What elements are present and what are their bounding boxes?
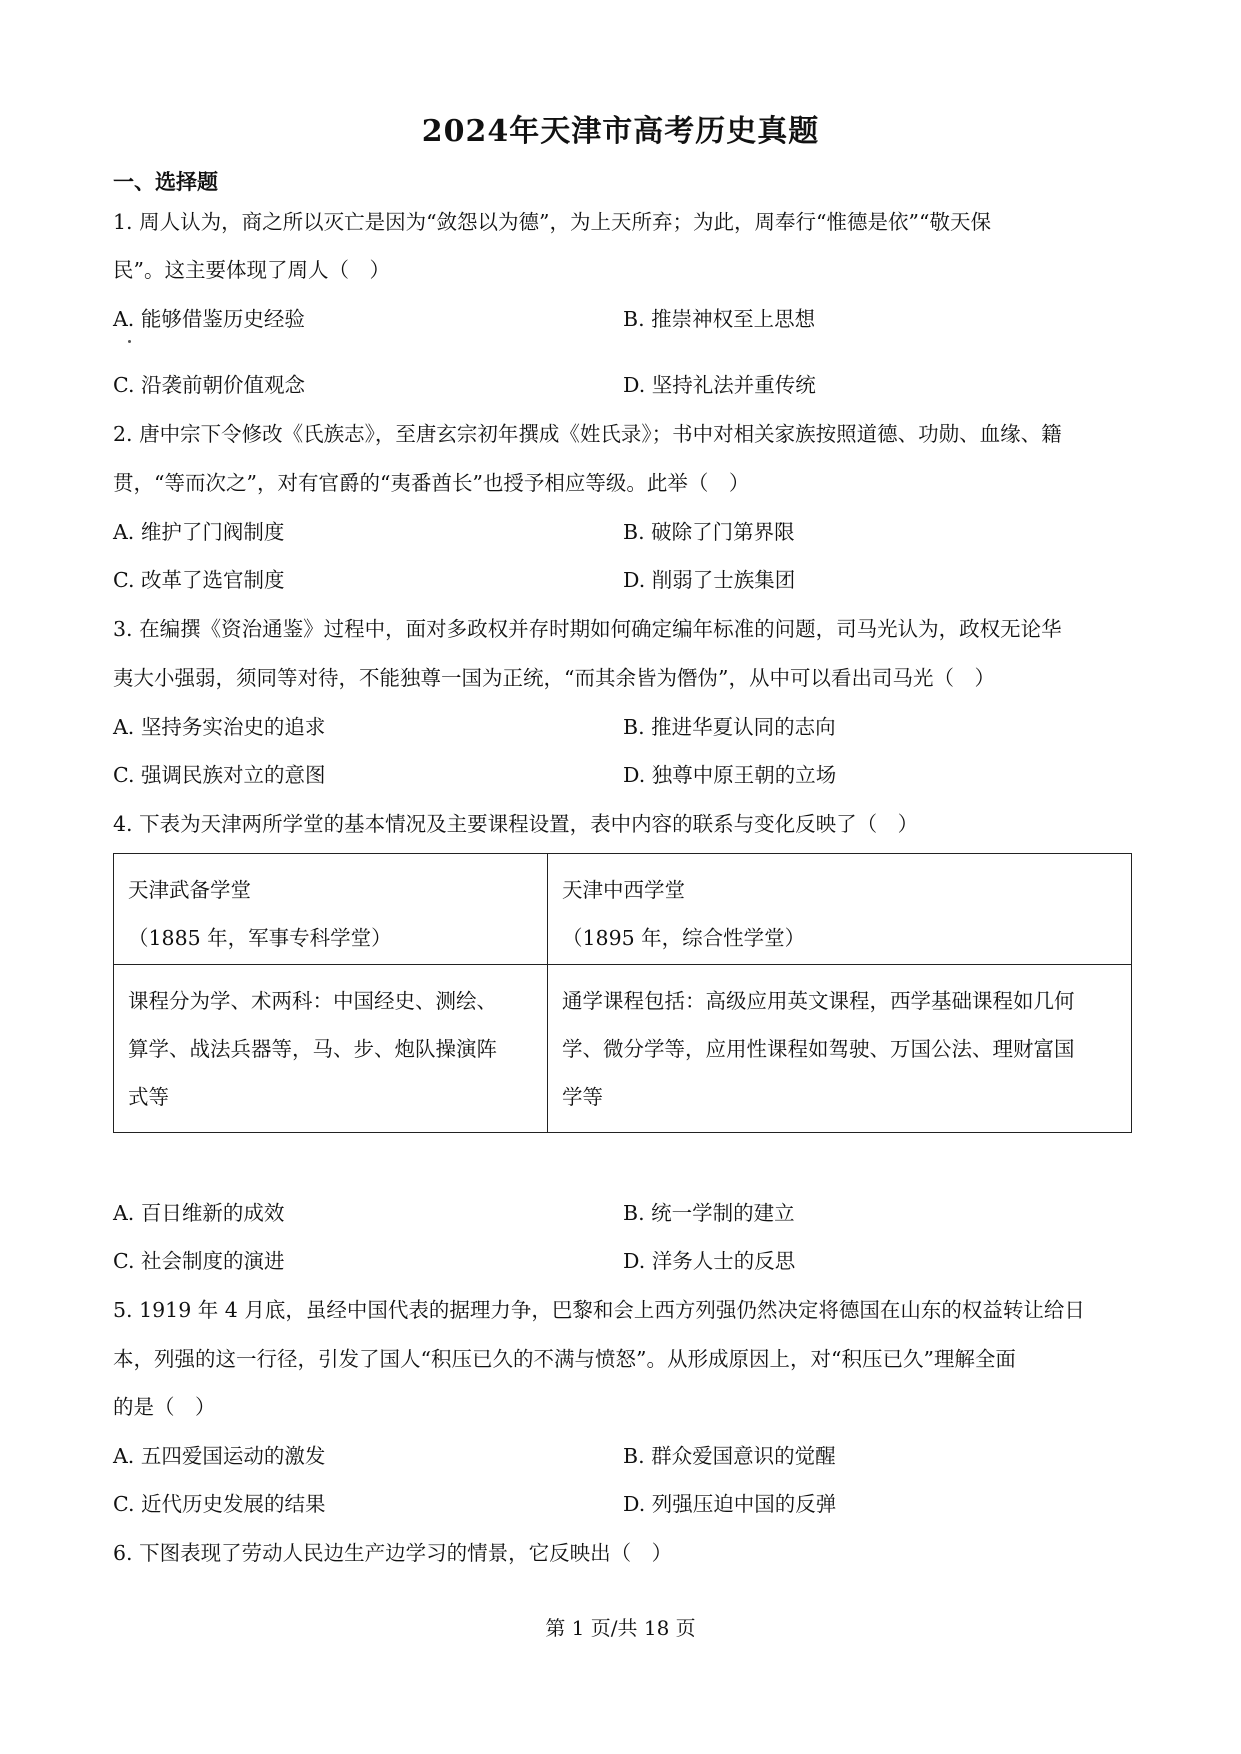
wubei-info: （1885 年，军事专科学堂） [128, 926, 392, 950]
question-4-option-c: C. 社会制度的演进 [113, 1249, 285, 1273]
table-cell-wubei-courses [114, 965, 548, 1133]
question-5-option-d: D. 列强压迫中国的反弹 [623, 1492, 837, 1516]
table-cell-wubei [114, 854, 548, 965]
question-3-option-b: B. 推进华夏认同的志向 [623, 715, 836, 739]
table-cell-zhongxi-courses [548, 965, 1132, 1133]
wubei-courses-line: 课程分为学、术两科：中国经史、测绘、 [128, 989, 497, 1013]
question-3-option-c: C. 强调民族对立的意图 [113, 763, 326, 787]
question-4-text: 4. 下表为天津两所学堂的基本情况及主要课程设置，表中内容的联系与变化反映了（ ） [113, 812, 919, 836]
wubei-courses-line: 算学、战法兵器等，马、步、炮队操演阵 [128, 1037, 497, 1061]
zhongxi-name: 天津中西学堂 [562, 878, 685, 902]
table-row [114, 965, 1132, 1133]
question-2-option-a: A. 维护了门阀制度 [113, 520, 285, 544]
question-5-option-b: B. 群众爱国意识的觉醒 [623, 1444, 836, 1468]
question-1-text: 1. 周人认为，商之所以灭亡是因为“敛怨以为德”，为上天所弃；为此，周奉行“惟德是依”“敬天保 [113, 210, 991, 234]
question-2-option-c: C. 改革了选官制度 [113, 568, 285, 592]
question-1-option-d: D. 坚持礼法并重传统 [623, 373, 816, 397]
wubei-courses-line: 式等 [128, 1085, 169, 1109]
question-1-option-b: B. 推崇神权至上思想 [623, 307, 816, 331]
question-3-option-a: A. 坚持务实治史的追求 [113, 715, 326, 739]
page-title: 2024年天津市高考历史真题 [421, 114, 820, 149]
question-4-option-a: A. 百日维新的成效 [113, 1201, 285, 1225]
stray-dot [128, 340, 131, 343]
page-footer: 第 1 页/共 18 页 [545, 1616, 696, 1640]
zhongxi-info: （1895 年，综合性学堂） [562, 926, 806, 950]
question-2-text-cont: 贯，“等而次之”，对有官爵的“夷番酋长”也授予相应等级。此举（ ） [113, 471, 750, 495]
table-cell-zhongxi [548, 854, 1132, 965]
question-1-option-c: C. 沿袭前朝价值观念 [113, 373, 305, 397]
zhongxi-courses-line: 通学课程包括：高级应用英文课程，西学基础课程如几何 [562, 989, 1075, 1013]
question-5-option-c: C. 近代历史发展的结果 [113, 1492, 326, 1516]
question-1-text-cont: 民”。这主要体现了周人（ ） [113, 258, 390, 282]
table-row [114, 854, 1132, 965]
zhongxi-courses-line: 学等 [562, 1085, 603, 1109]
question-3-text-cont: 夷大小强弱，须同等对待，不能独尊一国为正统，“而其余皆为僭伪”，从中可以看出司马光（ ） [113, 666, 995, 690]
question-4-option-d: D. 洋务人士的反思 [623, 1249, 796, 1273]
question-1-option-a: A. 能够借鉴历史经验 [113, 307, 305, 331]
question-5-text-cont: 本，列强的这一行径，引发了国人“积压已久的不满与愤怒”。从形成原因上，对“积压已久”理解全面 [113, 1347, 1016, 1371]
school-comparison-table [113, 853, 1132, 1133]
zhongxi-courses-line: 学、微分学等，应用性课程如驾驶、万国公法、理财富国 [562, 1037, 1075, 1061]
question-2-text: 2. 唐中宗下令修改《氏族志》，至唐玄宗初年撰成《姓氏录》；书中对相关家族按照道德、功勋、血缘、籍 [113, 422, 1062, 446]
question-3-text: 3. 在编撰《资治通鉴》过程中，面对多政权并存时期如何确定编年标准的问题，司马光认为，政权无论华 [113, 617, 1062, 641]
question-3-option-d: D. 独尊中原王朝的立场 [623, 763, 837, 787]
question-6-text: 6. 下图表现了劳动人民边生产边学习的情景，它反映出（ ） [113, 1541, 673, 1565]
question-5-text-cont2: 的是（ ） [113, 1395, 216, 1419]
wubei-name: 天津武备学堂 [128, 878, 251, 902]
question-4-option-b: B. 统一学制的建立 [623, 1201, 795, 1225]
question-2-option-b: B. 破除了门第界限 [623, 520, 795, 544]
question-5-text: 5. 1919 年 4 月底，虽经中国代表的据理力争，巴黎和会上西方列强仍然决定将德国在山东的权益转让给日 [113, 1298, 1085, 1322]
section-heading: 一、选择题 [113, 169, 218, 194]
question-5-option-a: A. 五四爱国运动的激发 [113, 1444, 326, 1468]
question-2-option-d: D. 削弱了士族集团 [623, 568, 796, 592]
